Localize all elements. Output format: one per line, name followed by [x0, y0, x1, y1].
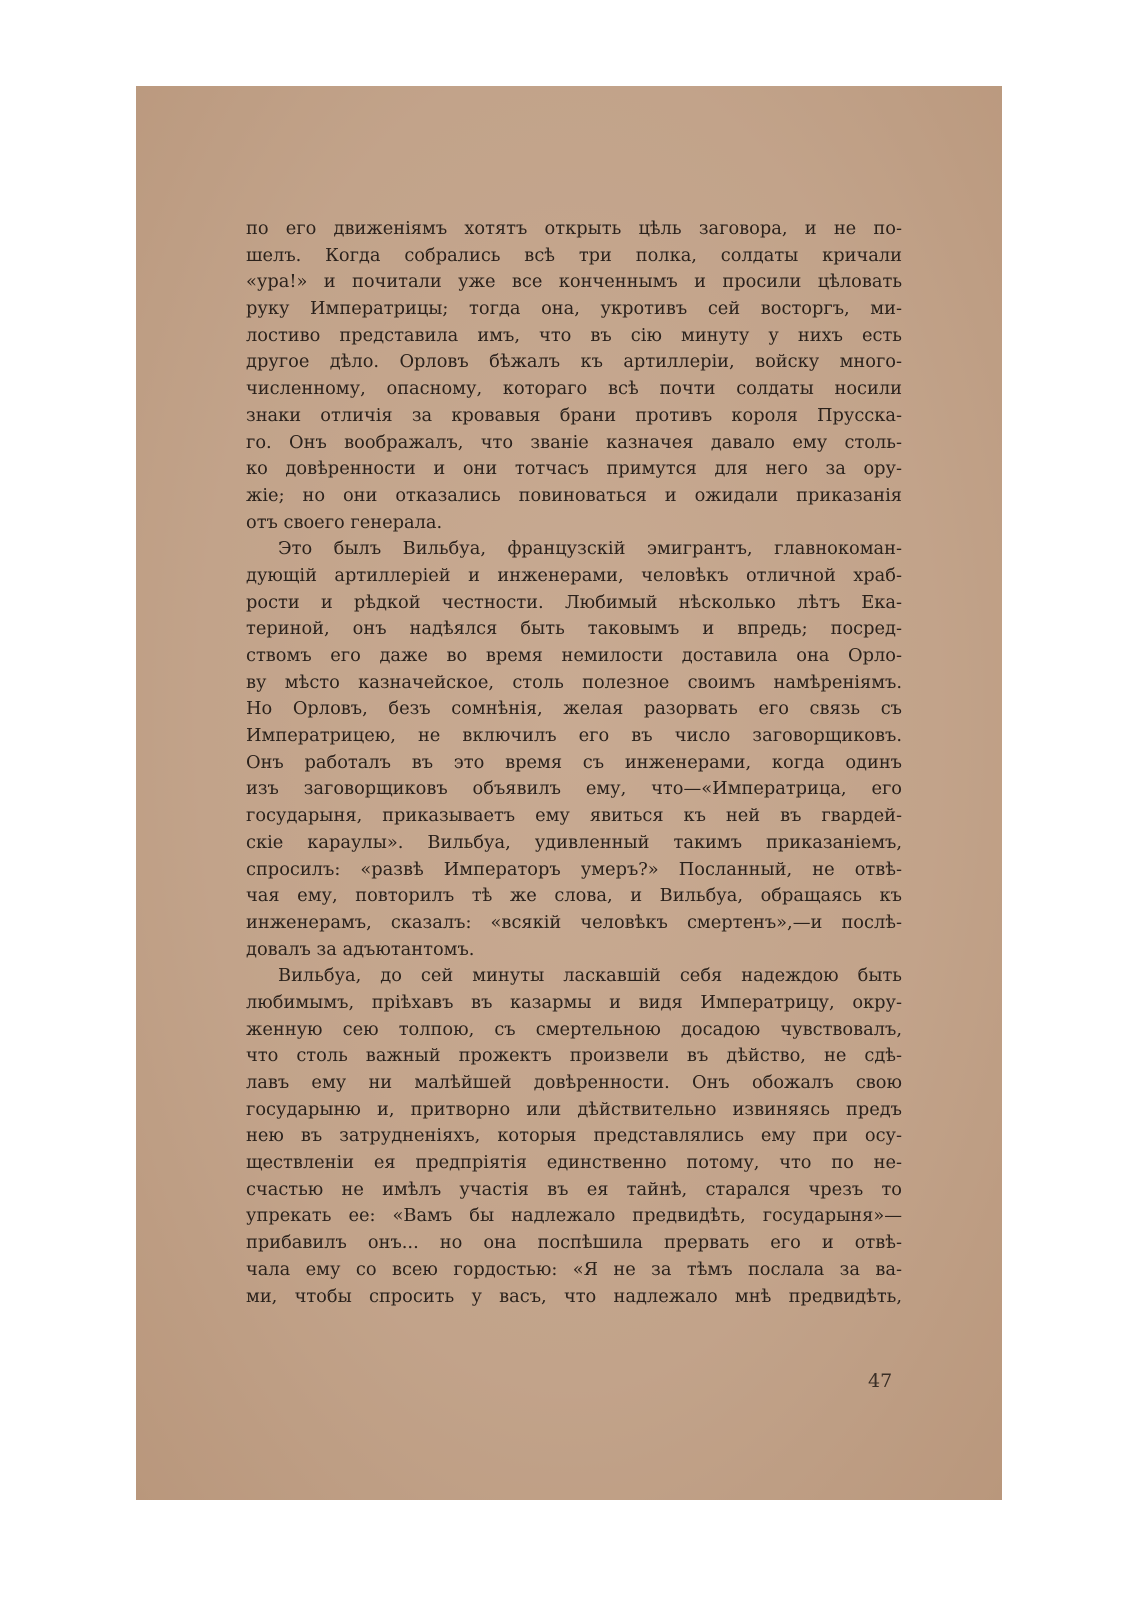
text-line: ми, чтобы спросить у васъ, что надлежало мнѣ предвидѣть,	[246, 1285, 902, 1307]
text-line: что столь важный прожектъ произвели въ дѣйство, не сдѣ-	[246, 1045, 902, 1067]
text-line: Это былъ Вильбуа, французскій эмигрантъ, главнокоман-	[278, 538, 902, 560]
text-line: ществленіи ея предпріятія единственно потому, что по не-	[246, 1152, 902, 1174]
text-line: женную сею толпою, съ смертельною досадою чувствовалъ,	[246, 1018, 902, 1040]
text-line: по его движеніямъ хотятъ открыть цѣль заговора, и не по-	[246, 218, 902, 239]
text-line: ко довѣренности и они тотчасъ примутся для него за ору-	[246, 458, 902, 480]
text-line: жіе; но они отказались повиноваться и ожидали приказанія	[246, 484, 902, 506]
text-line: лавъ ему ни малѣйшей довѣренности. Онъ обожалъ свою	[246, 1072, 902, 1093]
text-line: прибавилъ онъ... но она поспѣшила прервать его и отвѣ-	[246, 1232, 902, 1254]
text-line: инженерамъ, сказалъ: «всякій человѣкъ смертенъ»,—и послѣ-	[246, 911, 902, 933]
text-line: численному, опасному, котораго всѣ почти солдаты носили	[246, 378, 902, 400]
text-line: го. Онъ воображалъ, что званіе казначея давало ему столь-	[246, 431, 902, 453]
text-line: Вильбуа, до сей минуты ласкавшій себя надеждою быть	[278, 965, 902, 987]
text-line: государыня, приказываетъ ему явиться къ ней въ гвардей-	[246, 805, 902, 827]
text-line: отъ своего генерала.	[246, 511, 443, 533]
text-line: териной, онъ надѣялся быть таковымъ и впредь; посред-	[246, 618, 902, 640]
text-line: дующій артиллеріей и инженерами, человѣкъ отличной храб-	[246, 564, 902, 586]
text-line: любимымъ, пріѣхавъ въ казармы и видя Императрицу, окру-	[246, 991, 902, 1013]
text-line: знаки отличія за кровавыя брани противъ короля Прусска-	[246, 404, 902, 426]
text-line: упрекать ее: «Вамъ бы надлежало предвидѣть, государыня»—	[246, 1205, 902, 1227]
text-line: довалъ за адъютантомъ.	[246, 938, 475, 960]
text-line: ву мѣсто казначейское, столь полезное своимъ намѣреніямъ.	[246, 671, 902, 693]
text-line: рости и рѣдкой честности. Любимый нѣсколько лѣтъ Ека-	[246, 591, 902, 613]
page-number: 47	[868, 1370, 893, 1392]
text-line: нею въ затрудненіяхъ, которыя представлялись ему при осу-	[246, 1125, 902, 1147]
text-line: чая ему, повторилъ тѣ же слова, и Вильбуа, обращаясь къ	[246, 885, 902, 907]
text-line: шелъ. Когда собрались всѣ три полка, солдаты кричали	[246, 244, 902, 266]
text-line: «ура!» и почитали уже все конченнымъ и просили цѣловать	[246, 271, 902, 293]
text-line: чала ему со всею гордостью: «Я не за тѣмъ послала за ва-	[246, 1258, 902, 1280]
text-line: государыню и, притворно или дѣйствительно извиняясь предъ	[246, 1098, 902, 1120]
text-line: руку Императрицы; тогда она, укротивъ сей восторгъ, ми-	[246, 298, 902, 320]
text-line: Императрицею, не включилъ его въ число заговорщиковъ.	[246, 725, 902, 747]
text-line: лостиво представила имъ, что въ сію минуту у нихъ есть	[246, 324, 902, 346]
text-line: изъ заговорщиковъ объявилъ ему, что—«Императрица, его	[246, 778, 902, 800]
text-line: счастью не имѣлъ участія въ ея тайнѣ, старался чрезъ то	[246, 1178, 902, 1200]
text-line: Онъ работалъ въ это время съ инженерами, когда одинъ	[246, 751, 902, 773]
text-line: скіе караулы». Вильбуа, удивленный такимъ приказаніемъ,	[246, 831, 902, 853]
text-line: Но Орловъ, безъ сомнѣнія, желая разорвать его связь съ	[246, 698, 902, 720]
body-text	[246, 216, 902, 1310]
text-line: ствомъ его даже во время немилости доставила она Орло-	[246, 645, 902, 666]
text-line: спросилъ: «развѣ Императоръ умеръ?» Посланный, не отвѣ-	[246, 858, 902, 880]
text-line: другое дѣло. Орловъ бѣжалъ къ артиллеріи, войску много-	[246, 351, 902, 373]
